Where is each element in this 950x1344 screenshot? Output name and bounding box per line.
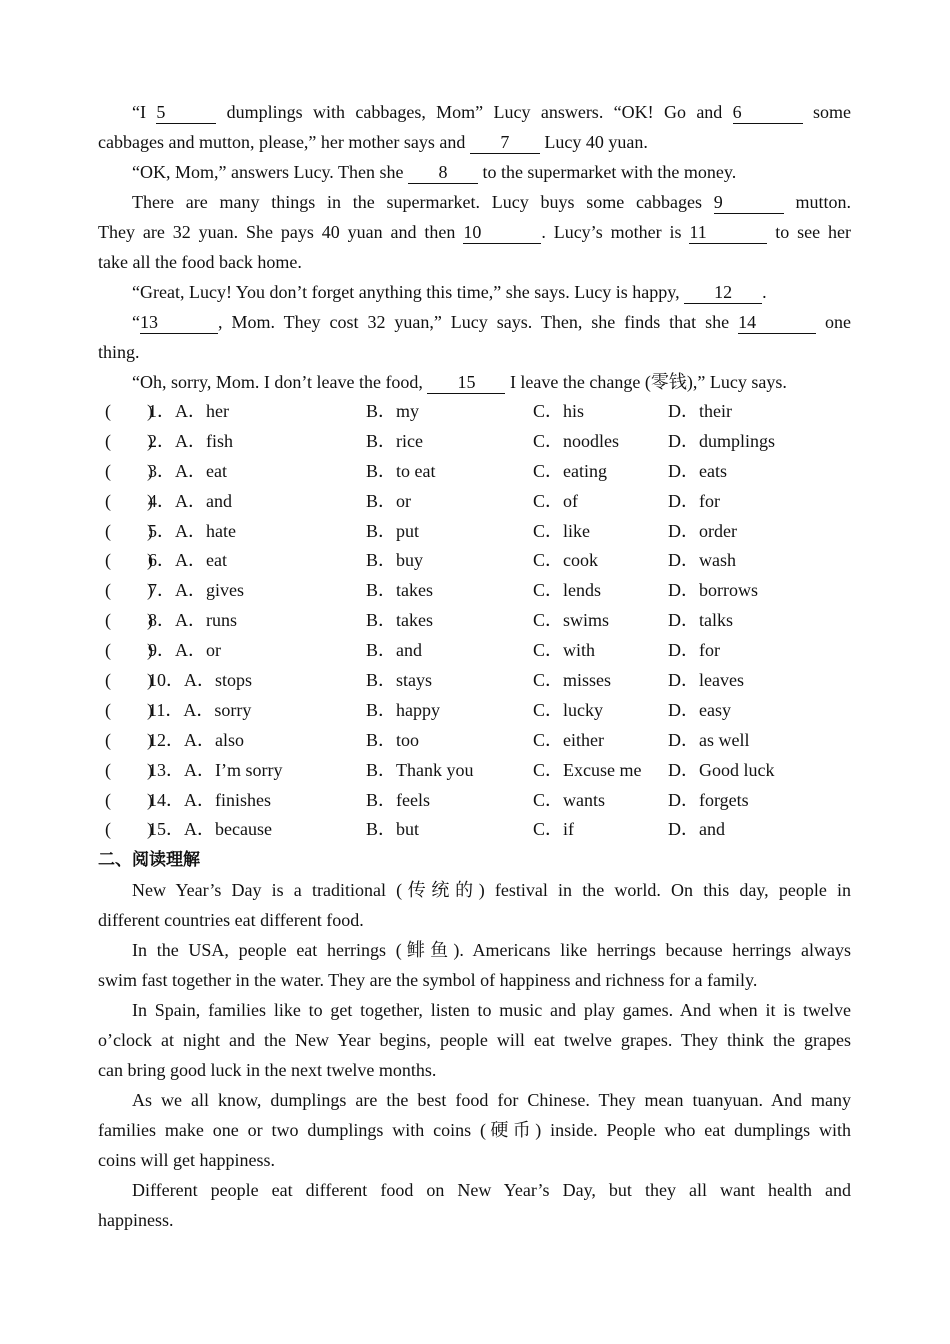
reading-line: can bring good luck in the next twelve months. bbox=[98, 1060, 437, 1081]
page-content bbox=[98, 97, 851, 1235]
option-row bbox=[98, 576, 851, 606]
option-c: C．of bbox=[533, 490, 578, 511]
option-b: B．buy bbox=[366, 550, 424, 571]
option-d: D．as well bbox=[668, 729, 750, 750]
reading-line: New Year’s Day is a traditional (传统的) festival in the world. On this day, people in bbox=[132, 880, 851, 901]
option-a: 6．A．eat bbox=[148, 550, 227, 571]
answer-bracket[interactable]: ( ) bbox=[105, 640, 153, 661]
option-d: D．leaves bbox=[668, 670, 744, 691]
option-row bbox=[98, 726, 851, 756]
option-a: 14．A．finishes bbox=[148, 789, 271, 810]
passage-text: “Great, Lucy! You don’t forget anything this time,” she says. Lucy is happy, bbox=[132, 282, 685, 302]
option-b: B．takes bbox=[366, 610, 433, 631]
answer-bracket[interactable]: ( ) bbox=[105, 819, 153, 840]
option-b: B．too bbox=[366, 729, 420, 750]
option-c: C．cook bbox=[533, 550, 598, 571]
option-d: D．and bbox=[668, 819, 725, 840]
option-a: 7．A．gives bbox=[148, 580, 244, 601]
passage-line bbox=[98, 337, 851, 367]
option-d: D．for bbox=[668, 640, 720, 661]
option-a: 3．A．eat bbox=[148, 460, 227, 481]
option-c: C．if bbox=[533, 819, 575, 840]
passage-text: take all the food back home. bbox=[98, 252, 302, 272]
passage-line bbox=[98, 307, 851, 337]
option-a: 13．A．I’m sorry bbox=[148, 759, 283, 780]
option-b: B．Thank you bbox=[366, 759, 474, 780]
reading-line: As we all know, dumplings are the best food for Chinese. They mean tuanyuan. And many bbox=[132, 1090, 851, 1111]
option-row bbox=[98, 427, 851, 457]
option-d: D．dumplings bbox=[668, 430, 776, 451]
blank-5: 5 bbox=[156, 102, 216, 124]
option-d: D．talks bbox=[668, 610, 733, 631]
passage-text: . bbox=[762, 282, 767, 302]
option-c: C．misses bbox=[533, 670, 612, 691]
passage-text: to see her bbox=[767, 222, 851, 242]
option-a: 11．A．sorry bbox=[148, 699, 252, 720]
passage-text: “ bbox=[132, 312, 140, 332]
option-d: D．wash bbox=[668, 550, 736, 571]
option-c: C．swims bbox=[533, 610, 610, 631]
option-b: B．to eat bbox=[366, 460, 436, 481]
option-row bbox=[98, 397, 851, 427]
blank-6: 6 bbox=[733, 102, 803, 124]
option-row bbox=[98, 815, 851, 845]
answer-bracket[interactable]: ( ) bbox=[105, 490, 153, 511]
passage-text: mutton. bbox=[783, 192, 851, 212]
passage-line bbox=[98, 157, 851, 187]
option-d: D．borrows bbox=[668, 580, 758, 601]
option-a: 15．A．because bbox=[148, 819, 272, 840]
blank-7: 7 bbox=[470, 132, 540, 154]
option-b: B．or bbox=[366, 490, 411, 511]
passage-text: cabbages and mutton, please,” her mother says and bbox=[98, 132, 470, 152]
reading-line: happiness. bbox=[98, 1210, 174, 1231]
blank-12: 12 bbox=[684, 282, 762, 304]
passage-text: There are many things in the supermarket. Lucy buys some cabbages bbox=[132, 192, 714, 212]
reading-line: families make one or two dumplings with coins (硬币) inside. People who eat dumplings with bbox=[98, 1120, 851, 1141]
option-c: C．with bbox=[533, 640, 596, 661]
option-c: C．wants bbox=[533, 789, 605, 810]
option-a: 4．A．and bbox=[148, 490, 232, 511]
option-d: D．easy bbox=[668, 699, 731, 720]
blank-8: 8 bbox=[408, 162, 478, 184]
blank-9: 9 bbox=[714, 192, 784, 214]
option-a: 8．A．runs bbox=[148, 610, 237, 631]
option-d: D．order bbox=[668, 520, 737, 541]
option-d: D．forgets bbox=[668, 789, 749, 810]
option-row bbox=[98, 756, 851, 786]
option-row bbox=[98, 517, 851, 547]
blank-15: 15 bbox=[427, 372, 505, 394]
blank-10: 10 bbox=[463, 222, 541, 244]
passage-line bbox=[98, 217, 851, 247]
option-row bbox=[98, 546, 851, 576]
option-a: 12．A．also bbox=[148, 729, 244, 750]
reading-line: different countries eat different food. bbox=[98, 910, 364, 931]
option-d: D．Good luck bbox=[668, 759, 775, 780]
blank-13: 13 bbox=[140, 312, 218, 334]
option-c: C．Excuse me bbox=[533, 759, 642, 780]
reading-line: In Spain, families like to get together, listen to music and play games. And when it is twelve bbox=[132, 1000, 851, 1021]
passage-text: to the supermarket with the money. bbox=[477, 162, 737, 182]
option-b: B．and bbox=[366, 640, 422, 661]
reading-line: o’clock at night and the New Year begins, people will eat twelve grapes. They think the grapes bbox=[98, 1030, 851, 1051]
passage-text: , Mom. They cost 32 yuan,” Lucy says. Then, she finds that she bbox=[218, 312, 739, 332]
option-d: D．for bbox=[668, 490, 720, 511]
option-c: C．lucky bbox=[533, 699, 603, 720]
option-d: D．their bbox=[668, 401, 732, 421]
passage-text: some bbox=[802, 102, 851, 122]
answer-bracket[interactable]: ( ) bbox=[105, 670, 153, 691]
option-a: 9．A．or bbox=[148, 640, 221, 661]
passage-text: one bbox=[816, 312, 851, 332]
section-heading: 二、阅读理解 bbox=[98, 850, 200, 871]
option-b: B．put bbox=[366, 520, 420, 541]
answer-bracket[interactable]: ( ) bbox=[105, 550, 153, 571]
option-a: 10．A．stops bbox=[148, 670, 253, 691]
option-row bbox=[98, 487, 851, 517]
option-row bbox=[98, 606, 851, 636]
options-list bbox=[98, 397, 851, 845]
passage-text: dumplings with cabbages, Mom” Lucy answers. “OK! Go and bbox=[216, 102, 733, 122]
blank-14: 14 bbox=[738, 312, 816, 334]
option-b: B．happy bbox=[366, 699, 440, 720]
passage-line bbox=[98, 97, 851, 127]
option-c: C．eating bbox=[533, 460, 607, 481]
reading-line: swim fast together in the water. They are the symbol of happiness and richness for a family. bbox=[98, 970, 758, 991]
option-b: B．stays bbox=[366, 670, 433, 691]
answer-bracket[interactable]: ( ) bbox=[105, 610, 153, 631]
option-b: B．my bbox=[366, 401, 420, 421]
option-row bbox=[98, 786, 851, 816]
option-b: B．but bbox=[366, 819, 420, 840]
passage-text: “I bbox=[132, 102, 157, 122]
answer-bracket[interactable]: ( ) bbox=[105, 520, 153, 541]
passage-line bbox=[98, 127, 851, 157]
reading-line: Different people eat different food on New Year’s Day, but they all want health and bbox=[132, 1180, 851, 1201]
option-b: B．feels bbox=[366, 789, 430, 810]
passage-text: “Oh, sorry, Mom. I don’t leave the food, bbox=[132, 372, 428, 392]
option-a: 5．A．hate bbox=[148, 520, 236, 541]
option-row bbox=[98, 696, 851, 726]
option-row bbox=[98, 666, 851, 696]
passage-text: thing. bbox=[98, 342, 140, 362]
option-c: C．either bbox=[533, 729, 604, 750]
passage-line bbox=[98, 277, 851, 307]
option-a: 1．A．her bbox=[148, 401, 229, 421]
option-c: C．like bbox=[533, 520, 590, 541]
reading-line: coins will get happiness. bbox=[98, 1150, 275, 1171]
reading-line: In the USA, people eat herrings (鲱鱼). Americans like herrings because herrings always bbox=[132, 940, 851, 961]
option-c: C．lends bbox=[533, 580, 602, 601]
option-b: B．rice bbox=[366, 430, 423, 451]
option-c: C．noodles bbox=[533, 430, 620, 451]
option-d: D．eats bbox=[668, 460, 727, 481]
passage-line bbox=[98, 247, 851, 277]
option-c: C．his bbox=[533, 401, 585, 421]
blank-11: 11 bbox=[689, 222, 767, 244]
answer-bracket[interactable]: ( ) bbox=[105, 401, 153, 421]
answer-bracket[interactable]: ( ) bbox=[105, 430, 153, 451]
answer-bracket[interactable]: ( ) bbox=[105, 699, 153, 720]
passage-text: They are 32 yuan. She pays 40 yuan and then bbox=[98, 222, 464, 242]
answer-bracket[interactable]: ( ) bbox=[105, 580, 153, 601]
answer-bracket[interactable]: ( ) bbox=[105, 759, 153, 780]
answer-bracket[interactable]: ( ) bbox=[105, 729, 153, 750]
passage-text: I leave the change (零钱),” Lucy says. bbox=[505, 372, 787, 392]
option-row bbox=[98, 636, 851, 666]
passage-text: Lucy 40 yuan. bbox=[539, 132, 648, 152]
option-b: B．takes bbox=[366, 580, 433, 601]
option-row bbox=[98, 457, 851, 487]
answer-bracket[interactable]: ( ) bbox=[105, 789, 153, 810]
option-a: 2．A．fish bbox=[148, 430, 233, 451]
passage-line bbox=[98, 187, 851, 217]
passage-text: . Lucy’s mother is bbox=[541, 222, 690, 242]
answer-bracket[interactable]: ( ) bbox=[105, 460, 153, 481]
passage-text: “OK, Mom,” answers Lucy. Then she bbox=[132, 162, 408, 182]
passage-line bbox=[98, 367, 851, 397]
